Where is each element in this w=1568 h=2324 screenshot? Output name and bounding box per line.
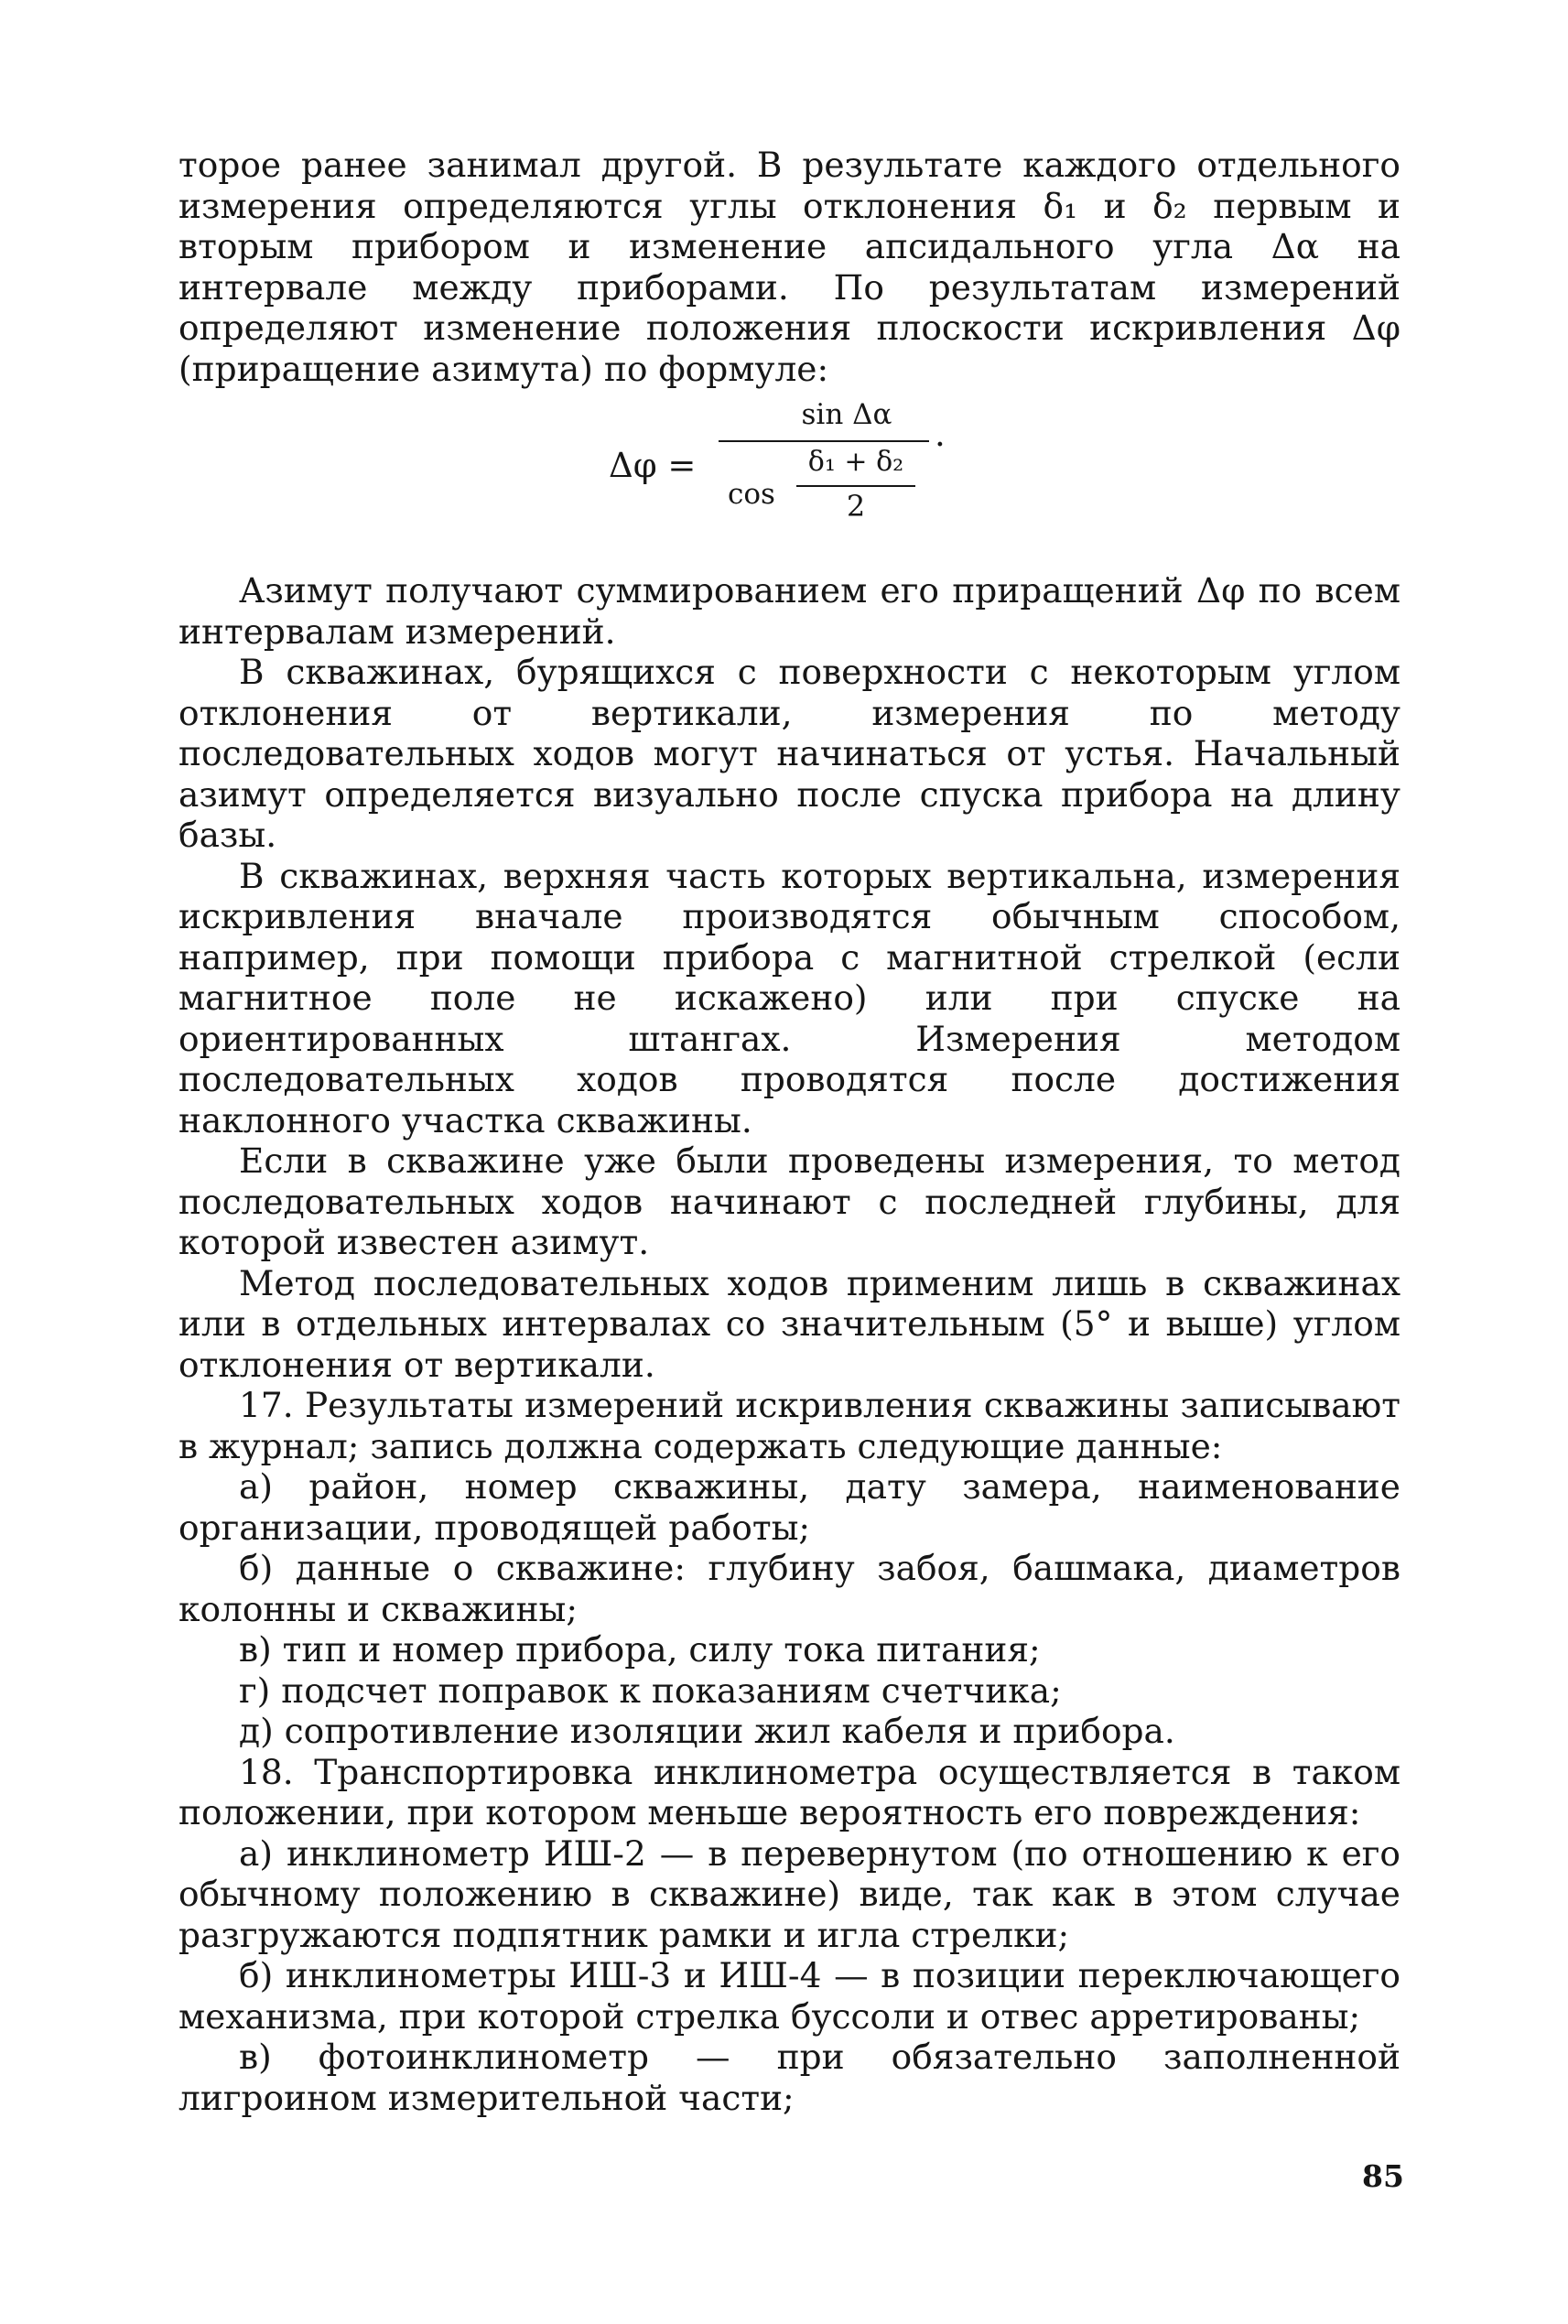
list-item-17a: а) район, номер скважины, дату замера, наименование организации, проводящей работы;	[178, 1466, 1400, 1548]
formula-sub-numerator: δ₁ + δ₂	[807, 446, 904, 478]
formula-sub-fraction-bar	[796, 485, 915, 487]
paragraph-continuation: торое ранее занимал другой. В результате каждого отдельного измерения определяются углы отклонения δ₁ и δ₂ первым и вторым прибором и изменение апсидального угла Δα на интервале между приборами. По результатам измерений определяют изменение положения плоскости искривления Δφ (приращение азимута) по формуле:	[178, 145, 1400, 389]
page-number: 85	[1362, 2158, 1404, 2194]
paragraph-method-applicability: Метод последовательных ходов применим лишь в скважинах или в отдельных интервалах со значительным (5° и выше) углом отклонения от вертикали.	[178, 1262, 1400, 1385]
list-item-17c: в) тип и номер прибора, силу тока питания;	[239, 1629, 1041, 1670]
list-item-17b: б) данные о скважине: глубину забоя, башмака, диаметров колонны и скважины;	[178, 1548, 1400, 1629]
formula-cos: cos	[728, 478, 775, 511]
section-18: 18. Транспортировка инклинометра осуществляется в таком положении, при котором меньше вероятность его повреждения:	[178, 1751, 1400, 1832]
formula-period: .	[935, 415, 946, 454]
list-item-17e: д) сопротивление изоляции жил кабеля и прибора.	[239, 1711, 1175, 1751]
section-17: 17. Результаты измерений искривления скважины записывают в журнал; запись должна содержать следующие данные:	[178, 1385, 1400, 1466]
formula-fraction-bar	[719, 440, 929, 442]
paragraph-azimuth-sum: Азимут получают суммированием его приращений Δφ по всем интервалам измерений.	[178, 570, 1400, 652]
paragraph-inclined-wells: В скважинах, бурящихся с поверхности с некоторым углом отклонения от вертикали, измерения по методу последовательных ходов могут начинаться от устья. Начальный азимут определяется визуально после спуска прибора на длину базы.	[178, 652, 1400, 855]
paragraph-previous-measurements: Если в скважине уже были проведены измерения, то метод последовательных ходов начинают с последней глубины, для которой известен азимут.	[178, 1140, 1400, 1262]
list-item-17d: г) подсчет поправок к показаниям счетчика;	[239, 1670, 1062, 1711]
list-item-18b: б) инклинометры ИШ-3 и ИШ-4 — в позиции переключающего механизма, при которой стрелка буссоли и отвес арретированы;	[178, 1955, 1400, 2037]
formula-numerator: sin Δα	[801, 398, 892, 431]
formula-sub-denominator: 2	[846, 489, 866, 524]
formula-lhs: Δφ =	[609, 446, 697, 485]
page-body	[178, 145, 1400, 2118]
azimuth-increment-formula	[178, 391, 1400, 565]
paragraph-vertical-top: В скважинах, верхняя часть которых вертикальна, измерения искривления вначале производятся обычным способом, например, при помощи прибора с магнитной стрелкой (если магнитное поле не искажено) или при спуске на ориентированных штангах. Измерения методом последовательных ходов проводятся после достижения наклонного участка скважины.	[178, 855, 1400, 1140]
list-item-18a: а) инклинометр ИШ-2 — в перевернутом (по отношению к его обычному положению в скважине) виде, так как в этом случае разгружаются подпятник рамки и игла стрелки;	[178, 1832, 1400, 1955]
list-item-18c: в) фотоинклинометр — при обязательно заполненной лигроином измерительной части;	[178, 2037, 1400, 2118]
